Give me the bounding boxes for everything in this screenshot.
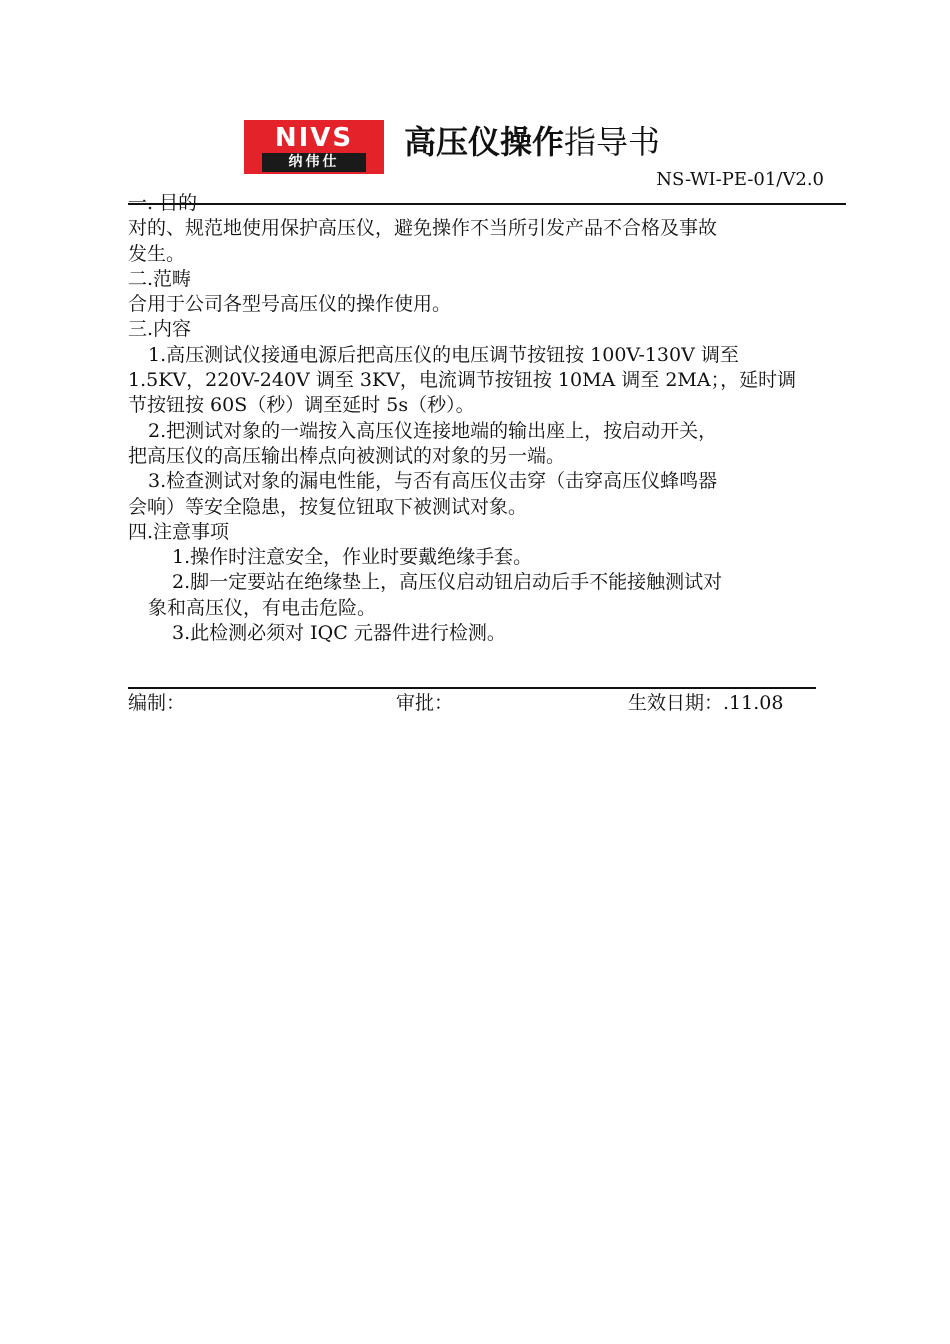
note-item: 2.脚一定要站在绝缘垫上，高压仪启动钮启动后手不能接触测试对	[172, 571, 723, 594]
note-item: 1.操作时注意安全，作业时要戴绝缘手套。	[172, 546, 533, 569]
page-title-rest: 指导书	[564, 123, 661, 161]
body-line: 会响）等安全隐患，按复位钮取下被测试对象。	[128, 495, 528, 518]
section-heading-scope: 二.范畴	[128, 267, 192, 290]
body-line: 把高压仪的高压输出棒点向被测试的对象的另一端。	[128, 444, 566, 467]
content-item: 1.高压测试仪接通电源后把高压仪的电压调节按钮按 100V-130V 调至	[148, 343, 739, 366]
body-line: 1.5KV，220V-240V 调至 3KV，电流调节按钮按 10MA 调至 2MA；，延时调	[128, 369, 797, 392]
document-number: NS-WI-PE-01/V2.0	[656, 169, 824, 190]
body-line: 对的、规范地使用保护高压仪，避免操作不当所引发产品不合格及事故	[128, 217, 718, 240]
page-title	[404, 120, 660, 164]
effective-date-label: 生效日期：.11.08	[628, 692, 784, 714]
footer-divider	[128, 687, 816, 689]
section-heading-purpose: 一. 目的	[128, 192, 198, 214]
logo-brand-cn: 纳伟仕	[262, 153, 366, 172]
content-item: 2.把测试对象的一端按入高压仪连接地端的输出座上，按启动开关，	[148, 419, 718, 442]
header-divider	[128, 203, 846, 205]
nivs-logo	[244, 120, 384, 174]
approver-label: 审批：	[396, 692, 454, 714]
section-heading-notes: 四.注意事项	[128, 520, 230, 543]
body-line: 象和高压仪，有电击危险。	[148, 596, 377, 619]
logo-brand-en: NIVS	[274, 123, 354, 153]
body-line: 合用于公司各型号高压仪的操作使用。	[128, 293, 452, 316]
editor-label: 编制：	[128, 692, 186, 714]
section-heading-content: 三.内容	[128, 318, 192, 341]
document-body	[128, 191, 828, 646]
body-line: 节按钮按 60S（秒）调至延时 5s（秒）。	[128, 394, 475, 417]
signature-footer	[128, 690, 816, 716]
content-item: 3.检查测试对象的漏电性能，与否有高压仪击穿（击穿高压仪蜂鸣器	[148, 470, 718, 493]
note-item: 3.此检测必须对 IQC 元器件进行检测。	[172, 622, 506, 645]
body-line: 发生。	[128, 242, 186, 265]
page-title-bold: 高压仪操作	[404, 123, 565, 161]
